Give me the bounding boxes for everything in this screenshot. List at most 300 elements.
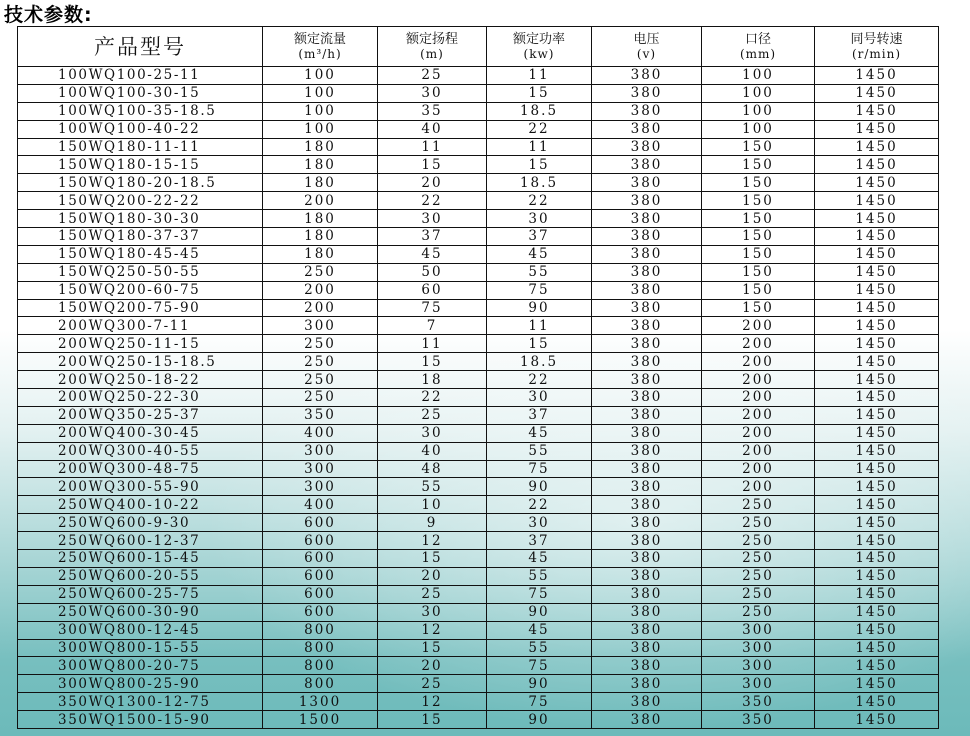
cell-head: 30 bbox=[378, 424, 487, 442]
cell-head: 60 bbox=[378, 281, 487, 299]
cell-voltage: 380 bbox=[592, 371, 702, 389]
table-row bbox=[18, 532, 939, 550]
cell-speed: 1450 bbox=[815, 496, 939, 514]
table-row bbox=[18, 711, 939, 729]
cell-model: 150WQ180-37-37 bbox=[18, 228, 263, 246]
table-row bbox=[18, 84, 939, 102]
cell-voltage: 380 bbox=[592, 353, 702, 371]
cell-model: 250WQ600-25-75 bbox=[18, 585, 263, 603]
cell-flow: 250 bbox=[263, 389, 378, 407]
cell-head: 15 bbox=[378, 639, 487, 657]
cell-power: 11 bbox=[487, 138, 592, 156]
cell-model: 150WQ200-22-22 bbox=[18, 192, 263, 210]
table-row bbox=[18, 621, 939, 639]
cell-head: 30 bbox=[378, 603, 487, 621]
cell-head: 48 bbox=[378, 460, 487, 478]
cell-speed: 1450 bbox=[815, 156, 939, 174]
cell-flow: 200 bbox=[263, 299, 378, 317]
cell-model: 250WQ400-10-22 bbox=[18, 496, 263, 514]
cell-flow: 250 bbox=[263, 263, 378, 281]
cell-head: 15 bbox=[378, 353, 487, 371]
cell-flow: 400 bbox=[263, 496, 378, 514]
table-row bbox=[18, 514, 939, 532]
cell-head: 25 bbox=[378, 585, 487, 603]
cell-power: 55 bbox=[487, 442, 592, 460]
cell-voltage: 380 bbox=[592, 424, 702, 442]
cell-voltage: 380 bbox=[592, 389, 702, 407]
table-row bbox=[18, 228, 939, 246]
cell-model: 200WQ250-11-15 bbox=[18, 335, 263, 353]
cell-head: 15 bbox=[378, 156, 487, 174]
cell-model: 100WQ100-40-22 bbox=[18, 120, 263, 138]
cell-flow: 600 bbox=[263, 585, 378, 603]
table-row bbox=[18, 174, 939, 192]
cell-speed: 1450 bbox=[815, 585, 939, 603]
cell-head: 11 bbox=[378, 138, 487, 156]
cell-speed: 1450 bbox=[815, 228, 939, 246]
cell-flow: 800 bbox=[263, 639, 378, 657]
cell-speed: 1450 bbox=[815, 406, 939, 424]
cell-model: 250WQ600-15-45 bbox=[18, 550, 263, 568]
cell-diameter: 150 bbox=[702, 156, 815, 174]
cell-flow: 300 bbox=[263, 317, 378, 335]
header-unit: (kw) bbox=[523, 46, 555, 61]
cell-voltage: 380 bbox=[592, 228, 702, 246]
table-row bbox=[18, 424, 939, 442]
cell-voltage: 380 bbox=[592, 460, 702, 478]
cell-flow: 800 bbox=[263, 657, 378, 675]
cell-head: 37 bbox=[378, 228, 487, 246]
cell-diameter: 200 bbox=[702, 424, 815, 442]
cell-speed: 1450 bbox=[815, 102, 939, 120]
cell-speed: 1450 bbox=[815, 317, 939, 335]
cell-flow: 180 bbox=[263, 210, 378, 228]
header-voltage bbox=[592, 27, 702, 67]
cell-voltage: 380 bbox=[592, 639, 702, 657]
table-row bbox=[18, 442, 939, 460]
table-row bbox=[18, 460, 939, 478]
cell-voltage: 380 bbox=[592, 514, 702, 532]
cell-diameter: 250 bbox=[702, 603, 815, 621]
cell-diameter: 200 bbox=[702, 371, 815, 389]
cell-head: 11 bbox=[378, 335, 487, 353]
cell-model: 350WQ1300-12-75 bbox=[18, 693, 263, 711]
cell-diameter: 100 bbox=[702, 102, 815, 120]
cell-model: 250WQ600-12-37 bbox=[18, 532, 263, 550]
cell-power: 30 bbox=[487, 389, 592, 407]
cell-flow: 250 bbox=[263, 335, 378, 353]
cell-voltage: 380 bbox=[592, 585, 702, 603]
cell-speed: 1450 bbox=[815, 442, 939, 460]
cell-power: 45 bbox=[487, 550, 592, 568]
cell-flow: 600 bbox=[263, 532, 378, 550]
cell-head: 30 bbox=[378, 84, 487, 102]
cell-speed: 1450 bbox=[815, 657, 939, 675]
cell-speed: 1450 bbox=[815, 245, 939, 263]
cell-head: 15 bbox=[378, 550, 487, 568]
header-unit: (mm) bbox=[739, 46, 777, 61]
cell-speed: 1450 bbox=[815, 335, 939, 353]
cell-voltage: 380 bbox=[592, 174, 702, 192]
table-row bbox=[18, 245, 939, 263]
cell-power: 90 bbox=[487, 478, 592, 496]
cell-speed: 1450 bbox=[815, 603, 939, 621]
cell-power: 30 bbox=[487, 514, 592, 532]
cell-head: 45 bbox=[378, 245, 487, 263]
cell-flow: 180 bbox=[263, 156, 378, 174]
cell-head: 12 bbox=[378, 532, 487, 550]
table-row bbox=[18, 138, 939, 156]
cell-diameter: 150 bbox=[702, 228, 815, 246]
cell-power: 55 bbox=[487, 567, 592, 585]
cell-diameter: 150 bbox=[702, 210, 815, 228]
cell-head: 35 bbox=[378, 102, 487, 120]
cell-voltage: 380 bbox=[592, 532, 702, 550]
cell-model: 200WQ250-15-18.5 bbox=[18, 353, 263, 371]
cell-head: 20 bbox=[378, 657, 487, 675]
cell-power: 90 bbox=[487, 299, 592, 317]
table-row bbox=[18, 567, 939, 585]
cell-voltage: 380 bbox=[592, 67, 702, 85]
table-row bbox=[18, 550, 939, 568]
cell-flow: 180 bbox=[263, 245, 378, 263]
cell-model: 300WQ800-20-75 bbox=[18, 657, 263, 675]
cell-power: 90 bbox=[487, 675, 592, 693]
cell-speed: 1450 bbox=[815, 174, 939, 192]
cell-model: 250WQ600-30-90 bbox=[18, 603, 263, 621]
cell-diameter: 300 bbox=[702, 657, 815, 675]
cell-voltage: 380 bbox=[592, 281, 702, 299]
cell-flow: 180 bbox=[263, 138, 378, 156]
cell-diameter: 100 bbox=[702, 67, 815, 85]
cell-power: 22 bbox=[487, 496, 592, 514]
cell-speed: 1450 bbox=[815, 138, 939, 156]
cell-voltage: 380 bbox=[592, 263, 702, 281]
cell-speed: 1450 bbox=[815, 389, 939, 407]
cell-flow: 800 bbox=[263, 675, 378, 693]
cell-head: 50 bbox=[378, 263, 487, 281]
cell-diameter: 250 bbox=[702, 514, 815, 532]
cell-voltage: 380 bbox=[592, 442, 702, 460]
cell-model: 200WQ300-55-90 bbox=[18, 478, 263, 496]
header-speed bbox=[815, 27, 939, 67]
cell-speed: 1450 bbox=[815, 67, 939, 85]
table-row bbox=[18, 496, 939, 514]
cell-diameter: 250 bbox=[702, 585, 815, 603]
cell-flow: 100 bbox=[263, 102, 378, 120]
cell-speed: 1450 bbox=[815, 675, 939, 693]
cell-voltage: 380 bbox=[592, 567, 702, 585]
table-row bbox=[18, 389, 939, 407]
cell-head: 12 bbox=[378, 621, 487, 639]
table-row bbox=[18, 120, 939, 138]
cell-speed: 1450 bbox=[815, 460, 939, 478]
cell-power: 90 bbox=[487, 711, 592, 729]
cell-head: 22 bbox=[378, 389, 487, 407]
cell-model: 200WQ250-22-30 bbox=[18, 389, 263, 407]
cell-model: 300WQ800-25-90 bbox=[18, 675, 263, 693]
table-row bbox=[18, 585, 939, 603]
cell-model: 200WQ250-18-22 bbox=[18, 371, 263, 389]
cell-power: 15 bbox=[487, 84, 592, 102]
cell-power: 37 bbox=[487, 532, 592, 550]
header-unit: (m³/h) bbox=[298, 46, 342, 61]
cell-head: 20 bbox=[378, 567, 487, 585]
cell-head: 9 bbox=[378, 514, 487, 532]
cell-flow: 350 bbox=[263, 406, 378, 424]
cell-speed: 1450 bbox=[815, 263, 939, 281]
header-label: 口径 bbox=[744, 31, 771, 47]
cell-speed: 1450 bbox=[815, 84, 939, 102]
cell-model: 200WQ300-7-11 bbox=[18, 317, 263, 335]
cell-model: 150WQ180-30-30 bbox=[18, 210, 263, 228]
cell-model: 250WQ600-9-30 bbox=[18, 514, 263, 532]
table-row bbox=[18, 406, 939, 424]
header-power bbox=[487, 27, 592, 67]
cell-voltage: 380 bbox=[592, 156, 702, 174]
cell-head: 40 bbox=[378, 442, 487, 460]
cell-voltage: 380 bbox=[592, 299, 702, 317]
cell-flow: 100 bbox=[263, 84, 378, 102]
cell-voltage: 380 bbox=[592, 550, 702, 568]
table-row bbox=[18, 603, 939, 621]
cell-model: 200WQ400-30-45 bbox=[18, 424, 263, 442]
cell-diameter: 300 bbox=[702, 621, 815, 639]
cell-power: 75 bbox=[487, 657, 592, 675]
cell-flow: 600 bbox=[263, 550, 378, 568]
cell-voltage: 380 bbox=[592, 245, 702, 263]
table-row bbox=[18, 102, 939, 120]
cell-diameter: 150 bbox=[702, 245, 815, 263]
table-row bbox=[18, 639, 939, 657]
table-row bbox=[18, 67, 939, 85]
cell-voltage: 380 bbox=[592, 657, 702, 675]
cell-model: 300WQ800-15-55 bbox=[18, 639, 263, 657]
cell-diameter: 250 bbox=[702, 550, 815, 568]
cell-flow: 600 bbox=[263, 567, 378, 585]
cell-diameter: 150 bbox=[702, 281, 815, 299]
table-row bbox=[18, 353, 939, 371]
table-row bbox=[18, 210, 939, 228]
cell-head: 15 bbox=[378, 711, 487, 729]
cell-flow: 300 bbox=[263, 442, 378, 460]
cell-model: 150WQ250-50-55 bbox=[18, 263, 263, 281]
cell-diameter: 200 bbox=[702, 442, 815, 460]
cell-model: 100WQ100-30-15 bbox=[18, 84, 263, 102]
cell-voltage: 380 bbox=[592, 192, 702, 210]
cell-power: 90 bbox=[487, 603, 592, 621]
cell-voltage: 380 bbox=[592, 603, 702, 621]
cell-diameter: 150 bbox=[702, 174, 815, 192]
cell-speed: 1450 bbox=[815, 478, 939, 496]
cell-speed: 1450 bbox=[815, 639, 939, 657]
table-row bbox=[18, 192, 939, 210]
cell-head: 12 bbox=[378, 693, 487, 711]
header-label: 同号转速 bbox=[850, 31, 903, 47]
cell-diameter: 100 bbox=[702, 120, 815, 138]
header-flow bbox=[263, 27, 378, 67]
header-unit: (m) bbox=[420, 46, 444, 61]
cell-diameter: 200 bbox=[702, 353, 815, 371]
header-label: 电压 bbox=[633, 31, 660, 47]
cell-power: 18.5 bbox=[487, 102, 592, 120]
cell-model: 150WQ180-15-15 bbox=[18, 156, 263, 174]
header-unit: (r/min) bbox=[851, 46, 902, 61]
cell-flow: 300 bbox=[263, 478, 378, 496]
cell-head: 30 bbox=[378, 210, 487, 228]
cell-head: 7 bbox=[378, 317, 487, 335]
cell-speed: 1450 bbox=[815, 424, 939, 442]
cell-power: 15 bbox=[487, 156, 592, 174]
cell-flow: 180 bbox=[263, 228, 378, 246]
cell-power: 11 bbox=[487, 317, 592, 335]
cell-speed: 1450 bbox=[815, 281, 939, 299]
cell-voltage: 380 bbox=[592, 621, 702, 639]
cell-flow: 1300 bbox=[263, 693, 378, 711]
table-row bbox=[18, 693, 939, 711]
cell-speed: 1450 bbox=[815, 192, 939, 210]
cell-diameter: 300 bbox=[702, 675, 815, 693]
cell-diameter: 200 bbox=[702, 478, 815, 496]
cell-speed: 1450 bbox=[815, 120, 939, 138]
cell-flow: 250 bbox=[263, 353, 378, 371]
cell-diameter: 250 bbox=[702, 496, 815, 514]
cell-diameter: 350 bbox=[702, 693, 815, 711]
table-row bbox=[18, 299, 939, 317]
cell-power: 18.5 bbox=[487, 353, 592, 371]
cell-diameter: 150 bbox=[702, 138, 815, 156]
header-head bbox=[378, 27, 487, 67]
cell-model: 150WQ180-45-45 bbox=[18, 245, 263, 263]
cell-voltage: 380 bbox=[592, 693, 702, 711]
cell-diameter: 100 bbox=[702, 84, 815, 102]
cell-diameter: 150 bbox=[702, 263, 815, 281]
cell-voltage: 380 bbox=[592, 84, 702, 102]
cell-voltage: 380 bbox=[592, 335, 702, 353]
cell-diameter: 200 bbox=[702, 317, 815, 335]
cell-voltage: 380 bbox=[592, 478, 702, 496]
table-row bbox=[18, 675, 939, 693]
table-row bbox=[18, 317, 939, 335]
cell-power: 18.5 bbox=[487, 174, 592, 192]
cell-model: 100WQ100-35-18.5 bbox=[18, 102, 263, 120]
header-unit: (v) bbox=[636, 46, 657, 61]
cell-speed: 1450 bbox=[815, 299, 939, 317]
table-row bbox=[18, 263, 939, 281]
header-diameter bbox=[702, 27, 815, 67]
cell-diameter: 200 bbox=[702, 460, 815, 478]
table-row bbox=[18, 335, 939, 353]
cell-model: 200WQ300-48-75 bbox=[18, 460, 263, 478]
table-row bbox=[18, 371, 939, 389]
cell-flow: 400 bbox=[263, 424, 378, 442]
cell-flow: 300 bbox=[263, 460, 378, 478]
cell-model: 200WQ300-40-55 bbox=[18, 442, 263, 460]
cell-head: 40 bbox=[378, 120, 487, 138]
cell-voltage: 380 bbox=[592, 496, 702, 514]
cell-speed: 1450 bbox=[815, 550, 939, 568]
cell-power: 30 bbox=[487, 210, 592, 228]
cell-model: 250WQ600-20-55 bbox=[18, 567, 263, 585]
spec-table-body bbox=[18, 67, 939, 729]
cell-diameter: 300 bbox=[702, 639, 815, 657]
cell-power: 45 bbox=[487, 424, 592, 442]
table-row bbox=[18, 156, 939, 174]
cell-flow: 200 bbox=[263, 281, 378, 299]
header-label: 额定扬程 bbox=[405, 31, 458, 47]
cell-speed: 1450 bbox=[815, 532, 939, 550]
cell-power: 11 bbox=[487, 67, 592, 85]
cell-flow: 250 bbox=[263, 371, 378, 389]
cell-head: 10 bbox=[378, 496, 487, 514]
cell-power: 22 bbox=[487, 371, 592, 389]
header-model bbox=[18, 27, 263, 67]
cell-speed: 1450 bbox=[815, 210, 939, 228]
cell-power: 37 bbox=[487, 228, 592, 246]
header-row bbox=[18, 27, 939, 67]
cell-model: 150WQ200-75-90 bbox=[18, 299, 263, 317]
cell-speed: 1450 bbox=[815, 567, 939, 585]
cell-flow: 100 bbox=[263, 120, 378, 138]
cell-speed: 1450 bbox=[815, 353, 939, 371]
cell-diameter: 200 bbox=[702, 406, 815, 424]
cell-voltage: 380 bbox=[592, 406, 702, 424]
cell-diameter: 200 bbox=[702, 389, 815, 407]
cell-model: 200WQ350-25-37 bbox=[18, 406, 263, 424]
cell-power: 75 bbox=[487, 460, 592, 478]
table-row bbox=[18, 657, 939, 675]
cell-model: 150WQ180-11-11 bbox=[18, 138, 263, 156]
cell-flow: 180 bbox=[263, 174, 378, 192]
cell-power: 45 bbox=[487, 245, 592, 263]
cell-voltage: 380 bbox=[592, 120, 702, 138]
cell-flow: 1500 bbox=[263, 711, 378, 729]
cell-head: 25 bbox=[378, 406, 487, 424]
table-row bbox=[18, 281, 939, 299]
cell-speed: 1450 bbox=[815, 693, 939, 711]
cell-voltage: 380 bbox=[592, 317, 702, 335]
cell-head: 18 bbox=[378, 371, 487, 389]
cell-head: 25 bbox=[378, 675, 487, 693]
cell-model: 300WQ800-12-45 bbox=[18, 621, 263, 639]
cell-diameter: 250 bbox=[702, 532, 815, 550]
cell-flow: 100 bbox=[263, 67, 378, 85]
cell-power: 37 bbox=[487, 406, 592, 424]
cell-flow: 800 bbox=[263, 621, 378, 639]
cell-voltage: 380 bbox=[592, 711, 702, 729]
cell-speed: 1450 bbox=[815, 371, 939, 389]
page-title: 技术参数: bbox=[4, 4, 93, 26]
cell-power: 75 bbox=[487, 281, 592, 299]
cell-voltage: 380 bbox=[592, 102, 702, 120]
cell-power: 75 bbox=[487, 585, 592, 603]
cell-flow: 600 bbox=[263, 514, 378, 532]
header-label: 产品型号 bbox=[94, 34, 186, 59]
cell-power: 15 bbox=[487, 335, 592, 353]
cell-model: 150WQ200-60-75 bbox=[18, 281, 263, 299]
cell-diameter: 250 bbox=[702, 567, 815, 585]
cell-speed: 1450 bbox=[815, 621, 939, 639]
cell-voltage: 380 bbox=[592, 210, 702, 228]
cell-model: 150WQ180-20-18.5 bbox=[18, 174, 263, 192]
cell-model: 100WQ100-25-11 bbox=[18, 67, 263, 85]
cell-flow: 600 bbox=[263, 603, 378, 621]
cell-diameter: 150 bbox=[702, 192, 815, 210]
header-label: 额定流量 bbox=[293, 31, 346, 47]
cell-power: 22 bbox=[487, 120, 592, 138]
cell-power: 55 bbox=[487, 263, 592, 281]
spec-table bbox=[17, 26, 939, 729]
